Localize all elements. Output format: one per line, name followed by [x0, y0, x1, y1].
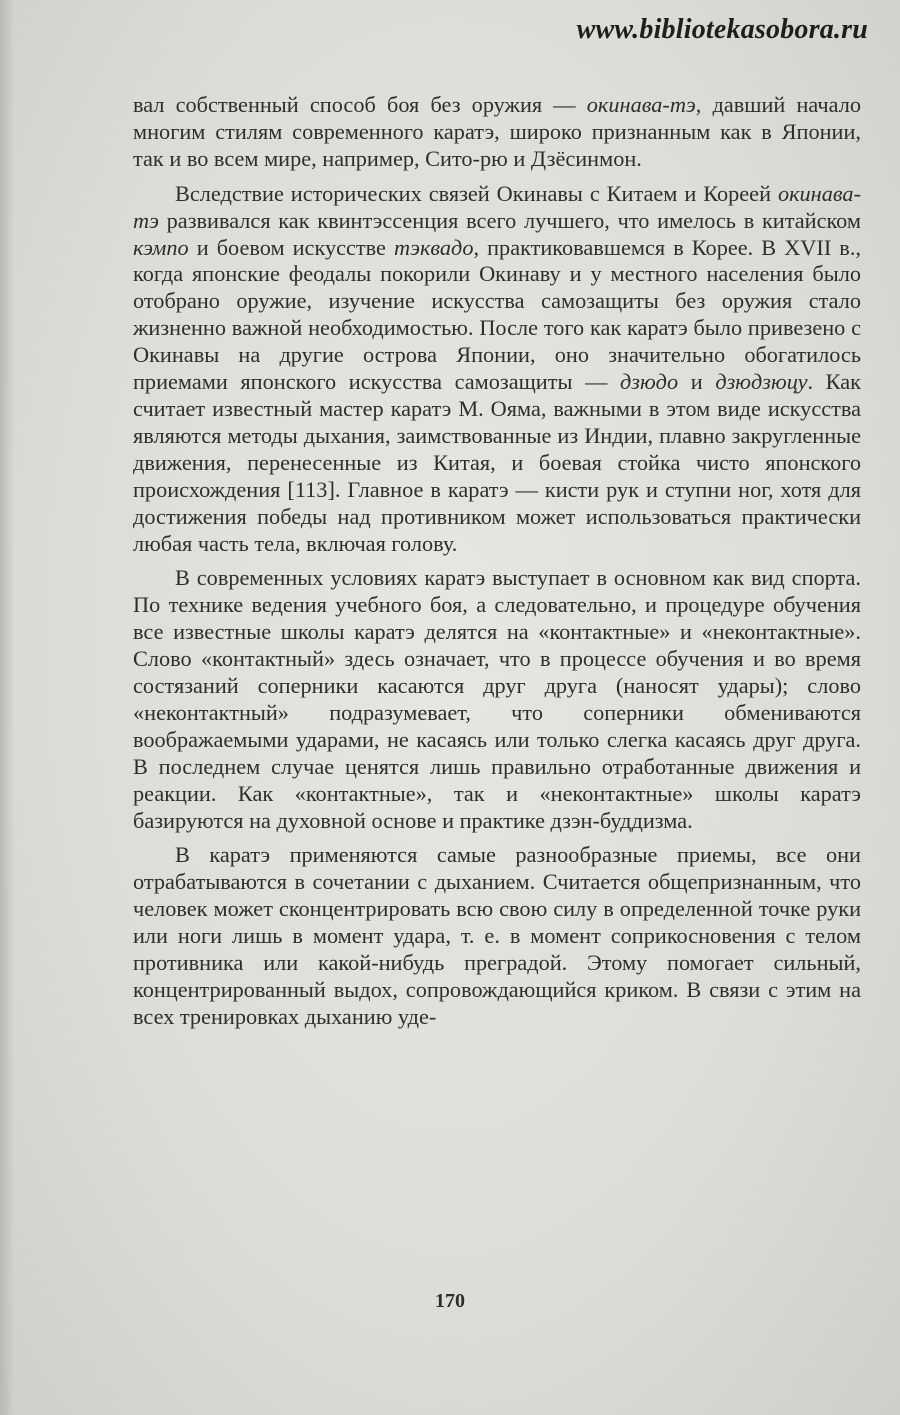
text-segment: и боевом искусстве: [188, 234, 395, 260]
text-segment: , давший начало многим стилям современного каратэ, широко признанным как в Японии, так и во всем мире, например, Сито-рю и Дзёсинмон.: [133, 92, 862, 171]
text-segment: Вследствие исторических связей Окинавы с Китаем и Кореей: [175, 180, 778, 206]
term-okinawa-te: окинава-тэ: [586, 92, 696, 117]
paragraph-1: [133, 92, 861, 173]
text-segment: В каратэ применяются самые разнообразные приемы, все они отрабатываются в сочетании с дыханием. Считается общепризнанным, что человек может сконцентрировать всю свою силу в определенной точке руки или ноги лишь в момент удара, т. е. в момент соприкосновения с телом противника или какой-нибудь преградой. Этому помогает сильный, концентрированный выдох, сопровождающийся криком. В связи с этим на всех тренировках дыханию уде-: [133, 842, 861, 1029]
paragraph-2: [133, 181, 861, 558]
page-edge-shadow: [0, 0, 14, 1415]
body-text: [133, 92, 861, 1039]
site-watermark-link[interactable]: www.bibliotekasobora.ru: [576, 14, 868, 45]
text-segment: развивался как квинтэссенция всего лучшего, что имелось в китайском: [158, 207, 861, 233]
paragraph-3: [133, 565, 861, 834]
term-judo: дзюдо: [619, 369, 679, 395]
page-number: 170: [435, 1290, 465, 1312]
term-jujutsu: дзюдзюцу: [715, 369, 808, 395]
term-okinawa-te: окинава-тэ: [133, 180, 861, 233]
paragraph-4: [133, 842, 861, 1030]
text-segment: . Как считает известный мастер каратэ М. Ояма, важными в этом виде искусства являются методы дыхания, заимствованные из Индии, плавно закругленные движения, перенесенные из Китая, и боевая стойка чисто японского происхождения [113]. Главное в каратэ — кисти рук и ступни ног, хотя для достижения победы над противником может использоваться практически любая часть тела, включая голову.: [133, 369, 861, 556]
text-segment: вал собственный способ боя без оружия —: [133, 92, 587, 117]
term-kempo: кэмпо: [133, 234, 189, 260]
term-taekwondo: тэквадо: [394, 234, 474, 260]
text-segment: В современных условиях каратэ выступает в основном как вид спорта. По технике ведения учебного боя, а следовательно, и процедуре обучения все известные школы каратэ делятся на «контактные» и «неконтактные». Слово «контактный» здесь означает, что в процессе обучения и во время состязаний соперники касаются друг друга (наносят удары); слово «неконтактный» подразумевает, что соперники обмениваются воображаемыми ударами, не касаясь или только слегка касаясь друг друга. В последнем случае ценятся лишь правильно отработанные движения и реакции. Как «контактные», так и «неконтактные» школы каратэ базируются на духовной основе и практике дзэн-буддизма.: [133, 565, 861, 833]
text-segment: , практиковавшемся в Корее. В XVII в., когда японские феодалы покорили Окинаву и у местного населения было отобрано оружие, изучение искусства самозащиты без оружия стало жизненно важной необходимостью. После того как каратэ было привезено с Окинавы на другие острова Японии, оно значительно обогатилось приемами японского искусства самозащиты —: [133, 234, 861, 395]
text-segment: и: [678, 369, 716, 395]
